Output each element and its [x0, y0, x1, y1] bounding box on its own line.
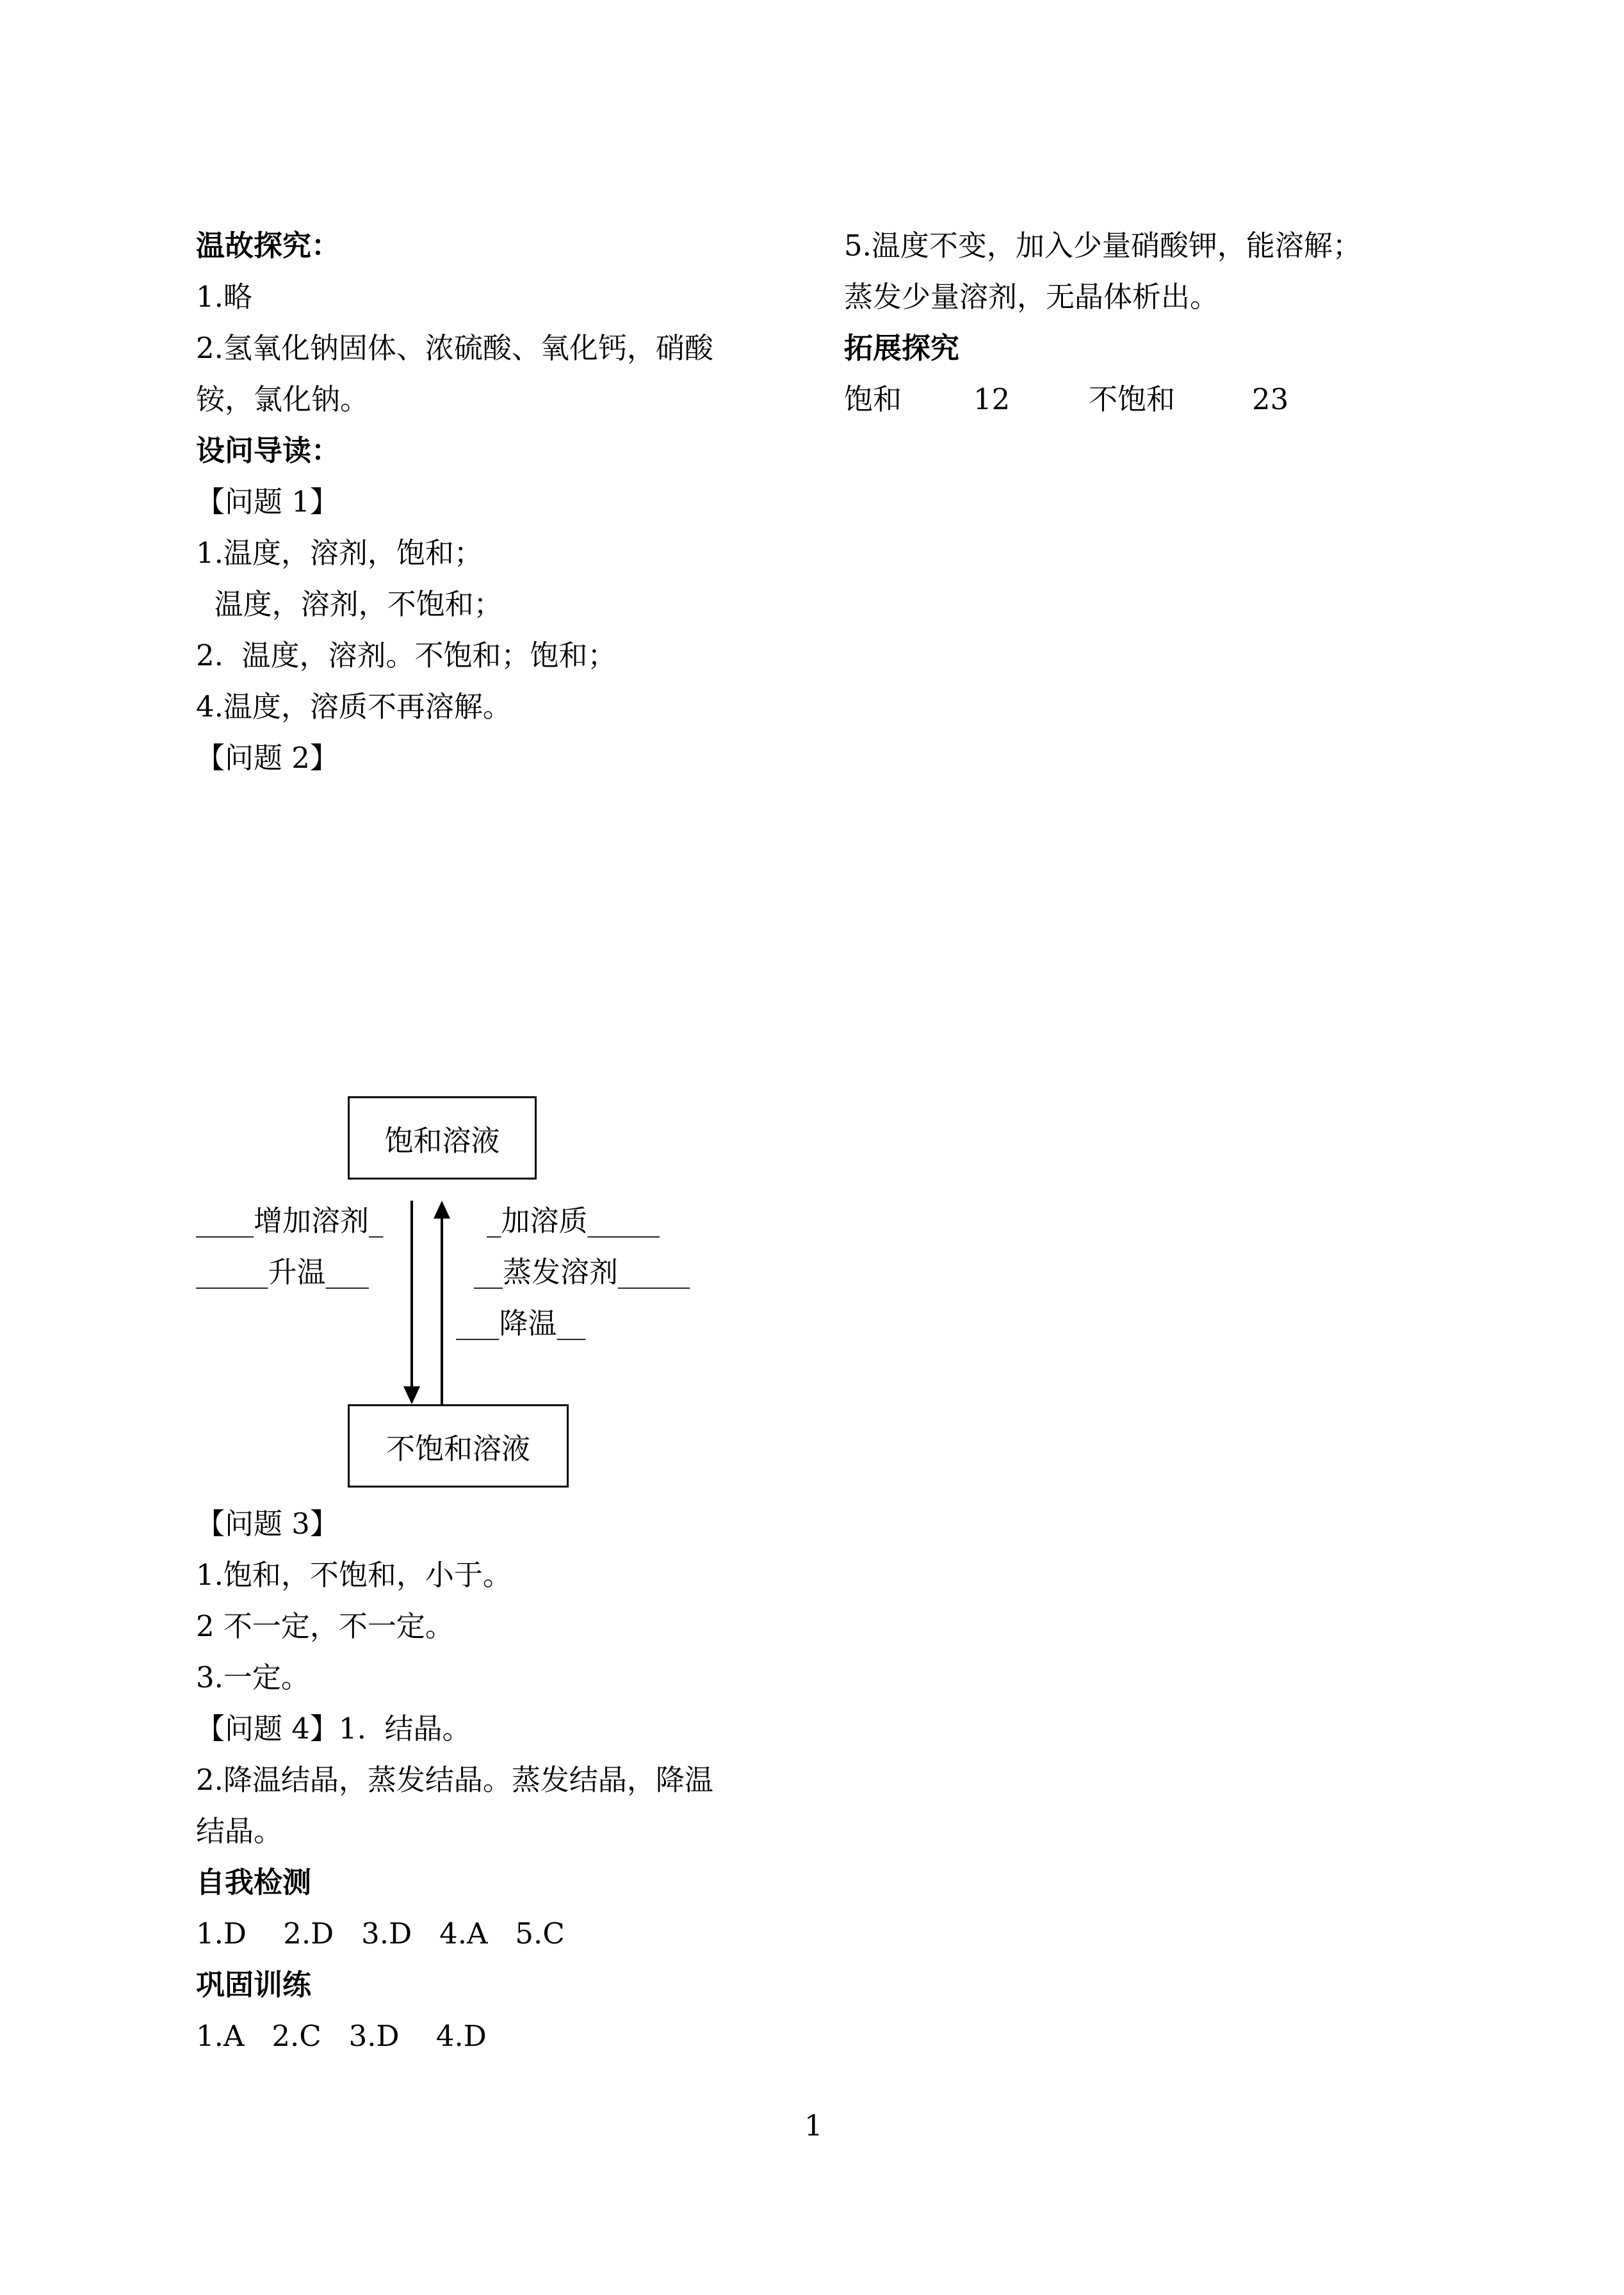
extension-answer-1: 饱和 — [844, 382, 902, 416]
right-label-add-solute: _加溶质_____ — [487, 1204, 660, 1238]
review-answer-1: 1.略 — [196, 280, 252, 314]
consolidation-heading: 巩固训练 — [196, 1968, 312, 2002]
question-4-line1: 【问题 4】1. 结晶。 — [196, 1712, 471, 1746]
unsaturated-solution-box: 不饱和溶液 — [348, 1404, 569, 1488]
question-3-title: 【问题 3】 — [196, 1507, 339, 1541]
review-heading: 温故探究： — [196, 229, 341, 263]
extension-answer-3: 不饱和 — [1089, 382, 1176, 416]
question-3-line1: 1.饱和，不饱和，小于。 — [196, 1558, 512, 1592]
review-answer-2-line2: 铵，氯化钠。 — [196, 382, 369, 416]
review-answer-2-line1: 2.氢氧化钠固体、浓硫酸、氧化钙，硝酸 — [196, 331, 713, 365]
extension-answer-2: 12 — [973, 382, 1011, 416]
question-1-line4: 4.温度，溶质不再溶解。 — [196, 690, 512, 724]
question-1-line3: 2. 温度，溶剂。不饱和；饱和； — [196, 638, 617, 672]
guided-heading: 设问导读： — [196, 434, 341, 467]
question-3-line3: 3.一定。 — [196, 1660, 310, 1694]
left-label-heat: _____升温___ — [196, 1255, 369, 1289]
right-label-evaporate: __蒸发溶剂_____ — [474, 1255, 690, 1289]
question-1-line1: 1.温度，溶剂，饱和； — [196, 536, 483, 570]
self-check-heading: 自我检测 — [196, 1865, 312, 1899]
extension-heading: 拓展探究 — [844, 331, 960, 365]
up-arrowhead — [434, 1201, 450, 1219]
question-1-title: 【问题 1】 — [196, 485, 339, 519]
question-4-line3: 结晶。 — [196, 1814, 283, 1848]
down-arrowhead — [403, 1386, 420, 1404]
left-label-add-solvent: ____增加溶剂_ — [196, 1204, 384, 1238]
right-line-1: 5.温度不变，加入少量硝酸钾，能溶解； — [844, 229, 1361, 263]
question-2-title: 【问题 2】 — [196, 741, 339, 775]
self-check-answers: 1.D 2.D 3.D 4.A 5.C — [196, 1917, 565, 1950]
consolidation-answers: 1.A 2.C 3.D 4.D — [196, 2019, 487, 2053]
page-number: 1 — [804, 2109, 823, 2143]
right-label-cool: ___降温__ — [456, 1306, 586, 1340]
question-4-line2: 2.降温结晶，蒸发结晶。蒸发结晶，降温 — [196, 1763, 713, 1797]
question-3-line2: 2 不一定，不一定。 — [196, 1609, 454, 1643]
question-1-line2: 温度，溶剂，不饱和； — [196, 587, 503, 621]
right-line-2: 蒸发少量溶剂，无晶体析出。 — [844, 280, 1219, 314]
extension-answer-4: 23 — [1252, 382, 1289, 416]
saturated-solution-box: 饱和溶液 — [348, 1096, 537, 1180]
